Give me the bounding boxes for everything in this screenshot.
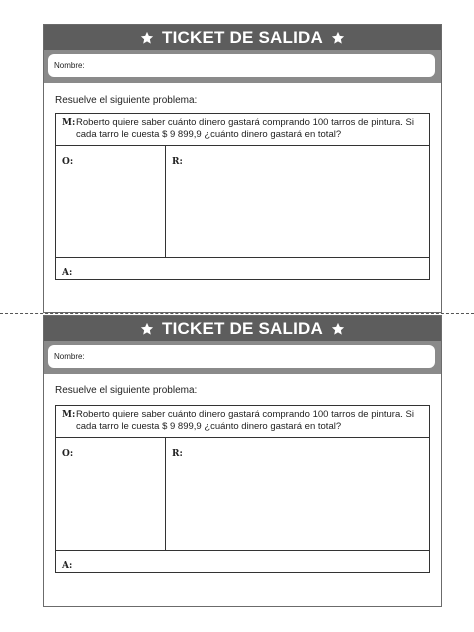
star-icon (331, 31, 345, 45)
result-cell[interactable] (166, 146, 429, 257)
name-field[interactable] (48, 345, 435, 368)
star-icon (140, 31, 154, 45)
name-band (44, 341, 441, 374)
work-area (56, 438, 429, 551)
o-label: O: (62, 157, 74, 167)
star-icon (140, 322, 154, 336)
exit-ticket-1 (43, 24, 442, 313)
cut-line (0, 313, 474, 314)
a-label: A: (62, 561, 73, 571)
operation-cell[interactable] (56, 438, 166, 550)
operation-cell[interactable] (56, 146, 166, 257)
ticket-header (44, 316, 441, 341)
problem-grid (55, 113, 430, 280)
work-area (56, 146, 429, 258)
o-label: O: (62, 449, 74, 459)
problem-text: Roberto quiere saber cuánto dinero gastará comprando 100 tarros de pintura. Si cada tarro le cuesta $ 9 899,9 ¿cuánto dinero gastará en total? (76, 117, 414, 140)
problem-row (56, 406, 429, 438)
r-label: R: (172, 157, 183, 167)
instruction-text: Resuelve el siguiente problema: (55, 385, 198, 396)
problem-grid (55, 405, 430, 573)
exit-ticket-2 (43, 315, 442, 607)
problem-row (56, 114, 429, 146)
r-label: R: (172, 449, 183, 459)
star-icon (331, 322, 345, 336)
ticket-header (44, 25, 441, 50)
ticket-title: TICKET DE SALIDA (162, 27, 323, 47)
m-label: M: (62, 118, 76, 128)
name-band (44, 50, 441, 83)
a-label: A: (62, 268, 73, 278)
problem-text: Roberto quiere saber cuánto dinero gastará comprando 100 tarros de pintura. Si cada tarro le cuesta $ 9 899,9 ¿cuánto dinero gastará en total? (76, 409, 414, 432)
name-field[interactable] (48, 54, 435, 77)
name-label: Nombre: (54, 61, 85, 70)
ticket-title: TICKET DE SALIDA (162, 318, 323, 338)
answer-row[interactable] (56, 258, 429, 279)
answer-row[interactable] (56, 551, 429, 572)
instruction-text: Resuelve el siguiente problema: (55, 95, 198, 106)
result-cell[interactable] (166, 438, 429, 550)
name-label: Nombre: (54, 352, 85, 361)
m-label: M: (62, 410, 76, 420)
